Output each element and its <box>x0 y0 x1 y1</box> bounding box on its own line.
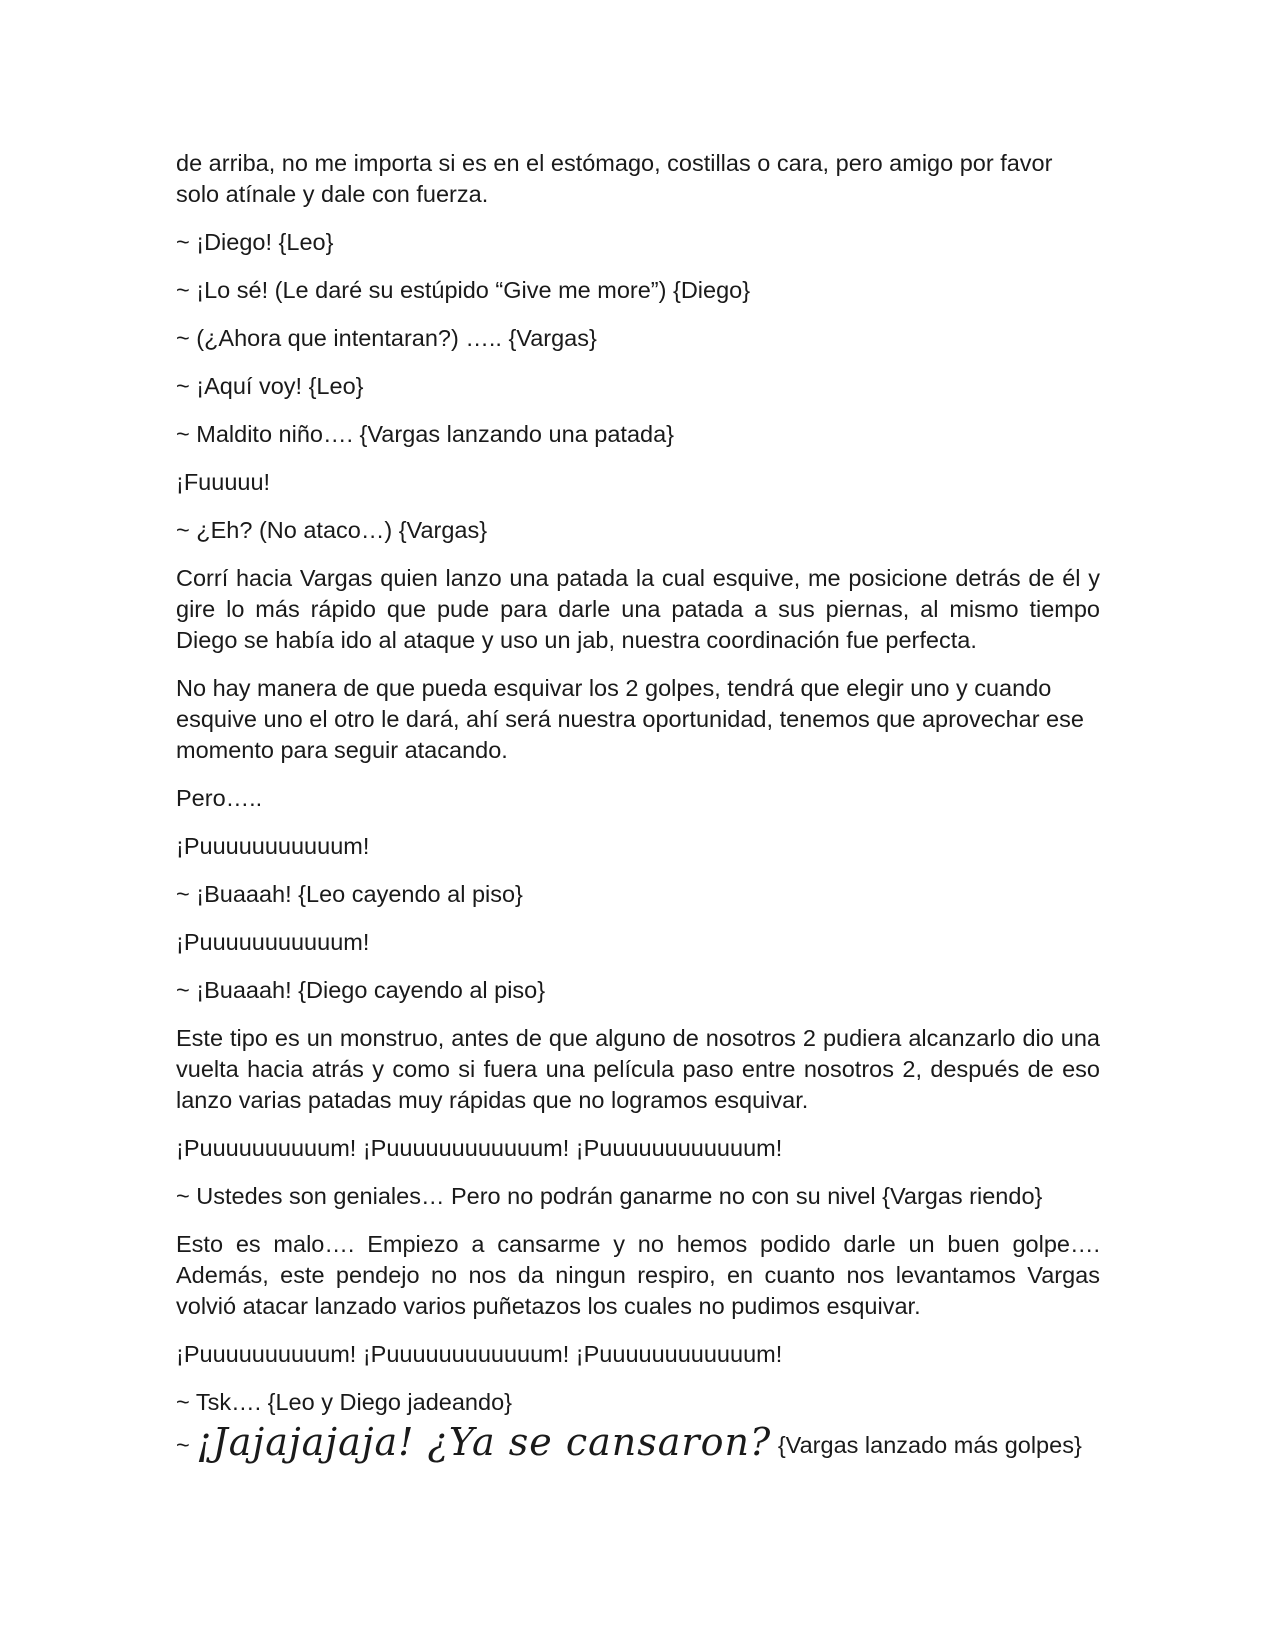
paragraph: Este tipo es un monstruo, antes de que alguno de nosotros 2 pudiera alcanzarlo dio una vuelta hacia atrás y como si fuera una película paso entre nosotros 2, después de eso lanzo varias patadas muy rápidas que no logramos esquivar. <box>176 1025 1100 1113</box>
dialogue-line: ~ (¿Ahora que intentaran?) ….. {Vargas} <box>176 325 597 351</box>
sound-effect: ¡Puuuuuuuuuuum! <box>176 929 370 955</box>
handwritten-shout: ¡Jajajajaja! ¿Ya se cansaron? <box>196 1420 772 1464</box>
paragraph: de arriba, no me importa si es en el estómago, costillas o cara, pero amigo por favor solo atínale y dale con fuerza. <box>176 150 1053 207</box>
dialogue-line: ~ ¡Aquí voy! {Leo} <box>176 373 364 399</box>
paragraph: Esto es malo…. Empiezo a cansarme y no hemos podido darle un buen golpe…. Además, este pendejo no nos da ningun respiro, en cuanto nos levantamos Vargas volvió atacar lanzado varios puñetazos los cuales no pudimos esquivar. <box>176 1231 1100 1319</box>
dialogue-line: ~ Maldito niño…. {Vargas lanzando una patada} <box>176 421 674 447</box>
sound-effect: ¡Fuuuuu! <box>176 469 271 495</box>
dialogue-line: ~ ¿Eh? (No ataco…) {Vargas} <box>176 517 488 543</box>
document-body <box>176 148 1100 1435</box>
dialogue-line: ~ ¡Diego! {Leo} <box>176 229 334 255</box>
dialogue-line: ~ Tsk…. {Leo y Diego jadeando} <box>176 1389 512 1415</box>
dialogue-line: ~ ¡Buaaah! {Leo cayendo al piso} <box>176 881 523 907</box>
final-dialogue-line <box>176 1420 1082 1464</box>
sound-effect: ¡Puuuuuuuuuuum! <box>176 833 370 859</box>
dialogue-tilde: ~ <box>176 1432 190 1458</box>
speaker-tag: {Vargas lanzado más golpes} <box>777 1432 1082 1458</box>
dialogue-line: ~ ¡Buaaah! {Diego cayendo al piso} <box>176 977 546 1003</box>
dialogue-line: ~ Ustedes son geniales… Pero no podrán ganarme no con su nivel {Vargas riendo} <box>176 1183 1043 1209</box>
paragraph: No hay manera de que pueda esquivar los 2 golpes, tendrá que elegir uno y cuando esquive uno el otro le dará, ahí será nuestra oportunidad, tenemos que aprovechar ese momento para seguir atacando. <box>176 675 1084 763</box>
sound-effect: ¡Puuuuuuuuuum! ¡Puuuuuuuuuuuum! ¡Puuuuuuuuuuuum! <box>176 1341 783 1367</box>
dialogue-line: ~ ¡Lo sé! (Le daré su estúpido “Give me more”) {Diego} <box>176 277 751 303</box>
paragraph: Pero….. <box>176 785 263 811</box>
paragraph: Corrí hacia Vargas quien lanzo una patada la cual esquive, me posicione detrás de él y gire lo más rápido que pude para darle una patada a sus piernas, al mismo tiempo Diego se había ido al ataque y uso un jab, nuestra coordinación fue perfecta. <box>176 565 1100 653</box>
sound-effect: ¡Puuuuuuuuuum! ¡Puuuuuuuuuuuum! ¡Puuuuuuuuuuuum! <box>176 1135 783 1161</box>
